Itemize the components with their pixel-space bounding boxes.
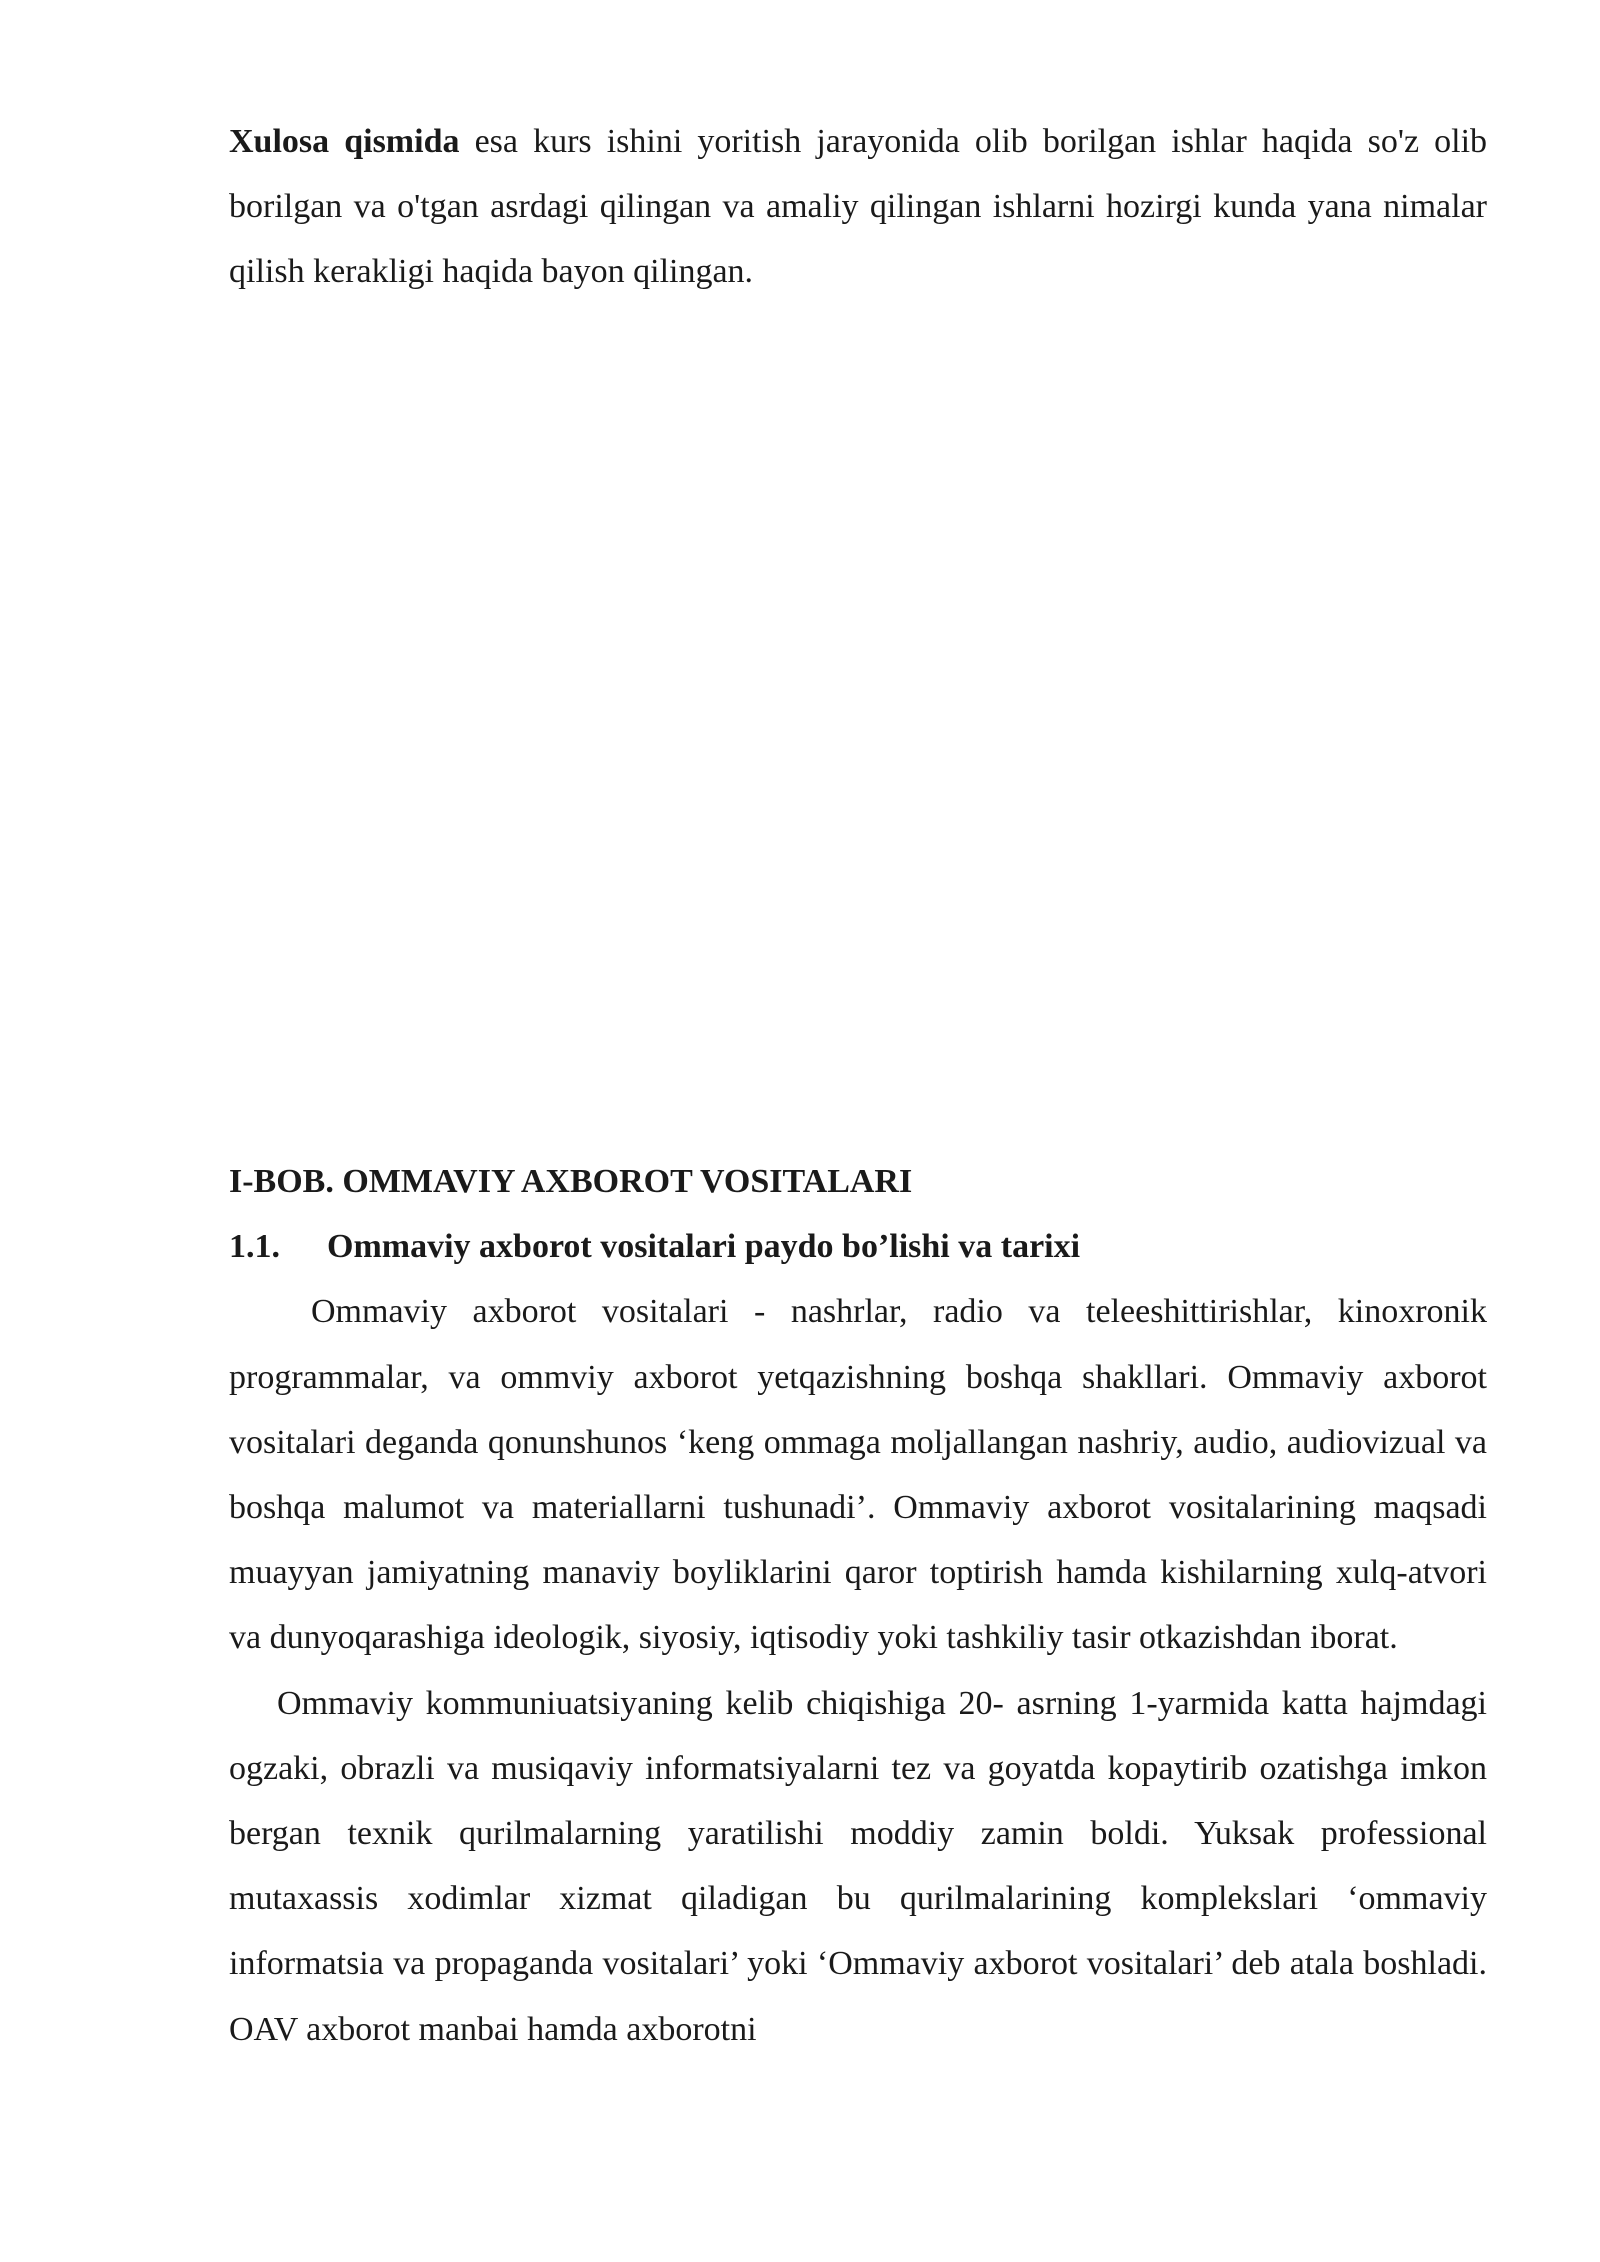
conclusion-paragraph <box>229 109 1487 305</box>
chapter-title: I-BOB. OMMAVIY AXBOROT VOSITALARI <box>229 1163 913 1200</box>
section-number: 1.1. <box>229 1228 280 1266</box>
conclusion-text: esa kurs ishini yoritish jarayonida olib borilgan ishlar haqida so'z olib borilgan va o'tgan asrdagi qilingan va amaliy qilingan ishlarni hozirgi kunda yana nimalar qilish kerakligi haqida bayon qilingan. <box>229 123 1488 291</box>
chapter-block <box>229 1149 1487 2062</box>
section-title: Ommaviy axborot vositalari paydo bo’lishi va tarixi <box>327 1228 1081 1266</box>
body-paragraph-2: Ommaviy kommuniuatsiyaning kelib chiqishiga 20- asrning 1-yarmida katta hajmdagi ogzaki, obrazli va musiqaviy informatsiyalarni tez va goyatda kopaytirib ozatishga imkon bergan texnik qurilmalarning yaratilishi moddiy zamin boldi. Yuksak professional mutaxassis xodimlar xizmat qiladigan bu qurilmalarining komplekslari ‘ommaviy informatsia va propaganda vositalari’ yoki ‘Ommaviy axborot vositalari’ deb atala boshladi. OAV axborot manbai hamda axborotni <box>229 1684 1487 2048</box>
conclusion-lead: Xulosa qismida <box>229 123 460 160</box>
body-paragraph-1: Ommaviy axborot vositalari - nashrlar, radio va teleeshittirishlar, kinoxronik programmalar, va ommviy axborot yetqazishning boshqa shakllari. Ommaviy axborot vositalari deganda qonunshunos ‘keng ommaga moljallangan nashriy, audio, audiovizual va boshqa malumot va materiallarni tushunadi’. Ommaviy axborot vositalarining maqsadi muayyan jamiyatning manaviy boyliklarini qaror toptirish hamda kishilarning xulq-atvori va dunyoqarashiga ideologik, siyosiy, iqtisodiy yoki tashkiliy tasir otkazishdan iborat. <box>229 1293 1487 1657</box>
conclusion-block <box>229 109 1487 305</box>
section-heading <box>229 1214 1487 1279</box>
